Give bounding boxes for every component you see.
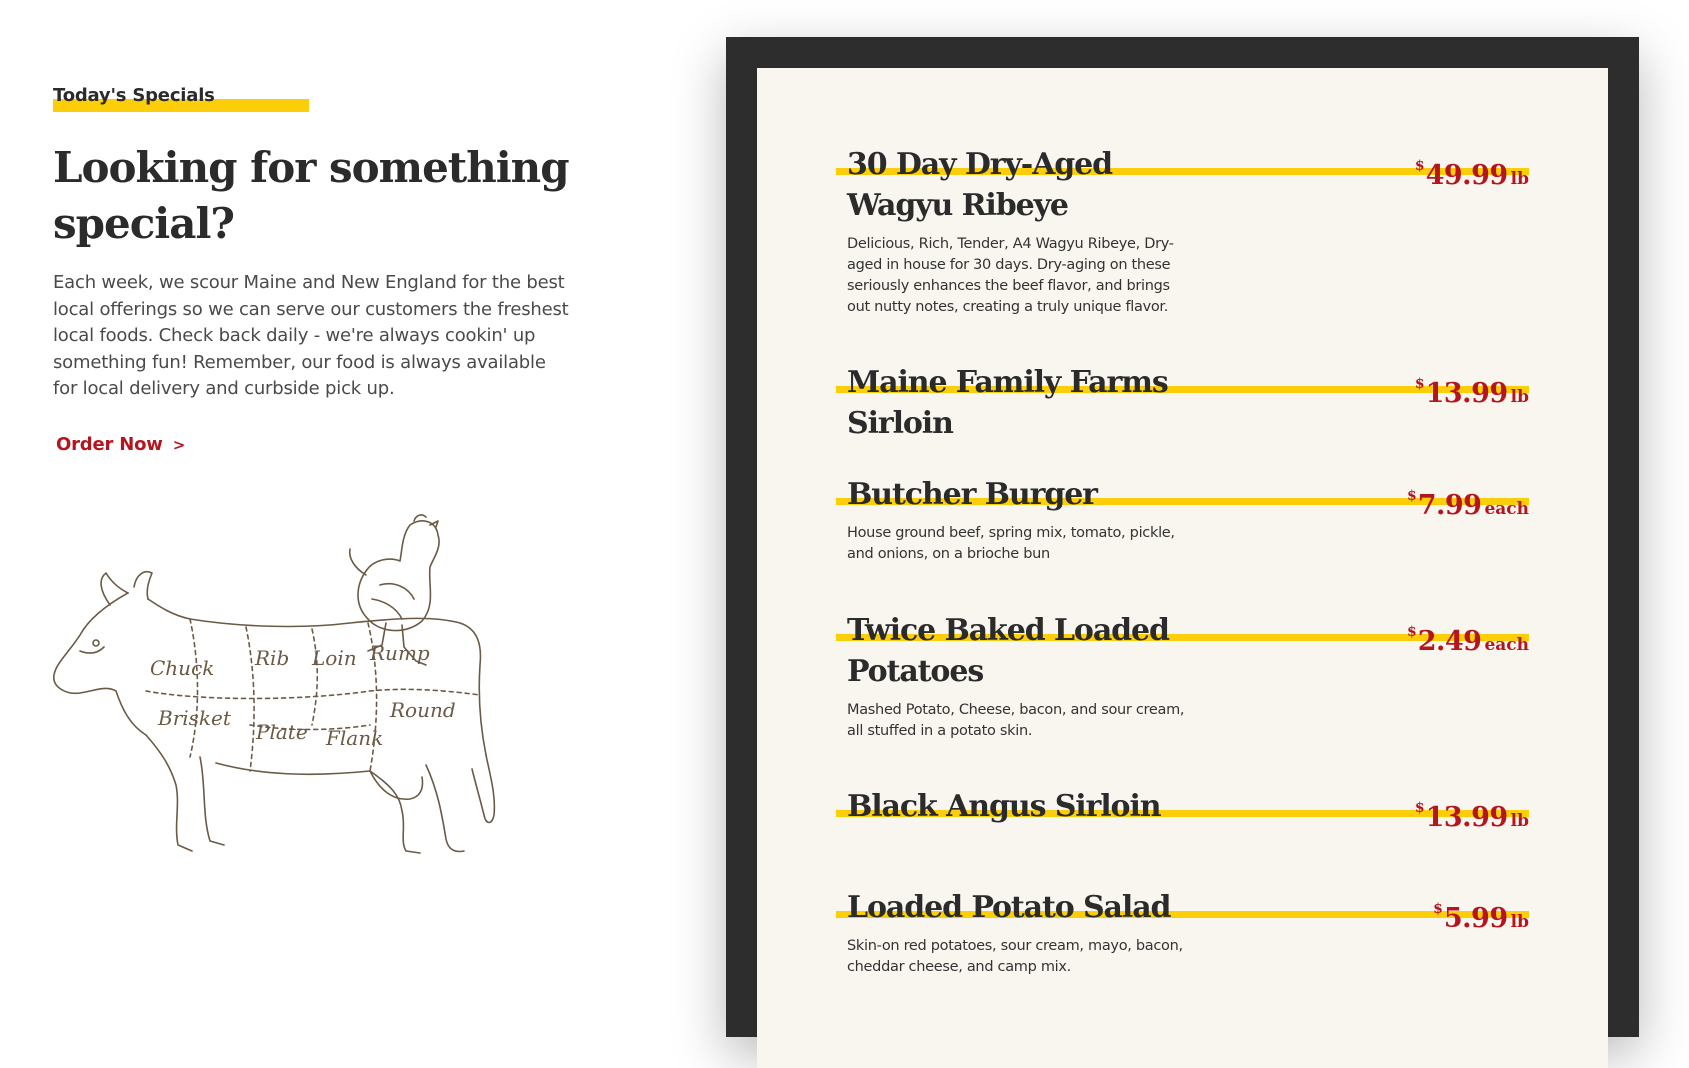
- cut-labels: [150, 641, 456, 750]
- menu-item: [847, 786, 1529, 833]
- chevron-right-icon: >: [172, 436, 186, 454]
- cut-label-plate: Plate: [256, 720, 308, 744]
- price-unit: lb: [1510, 387, 1529, 407]
- cut-label-flank: Flank: [326, 726, 384, 750]
- cut-label-rib: Rib: [255, 646, 290, 670]
- menu-item-price: [1415, 802, 1529, 833]
- page-headline: Looking for something special?: [53, 143, 569, 248]
- cow-chicken-illustration: [50, 495, 530, 915]
- menu-item: [847, 362, 1529, 444]
- price-amount: 13.99: [1425, 802, 1508, 833]
- cut-label-loin: Loin: [312, 646, 357, 670]
- price-unit: lb: [1510, 169, 1529, 189]
- intro-paragraph: Each week, we scour Maine and New England for the best local offerings so we can serve our customers the freshest local foods. Check back daily - we're always cookin' up something fun! Remember, our food is always available for local delivery and curbside pick up.: [53, 272, 569, 399]
- price-unit: each: [1484, 499, 1529, 519]
- menu-item-name: Black Angus Sirloin: [847, 789, 1161, 824]
- eyebrow-label: Today's Specials: [53, 85, 215, 106]
- price-amount: 7.99: [1417, 490, 1482, 521]
- price-amount: 2.49: [1417, 626, 1482, 657]
- menu-item-name: Loaded Potato Salad: [847, 890, 1171, 925]
- menu-board: [726, 37, 1639, 1037]
- menu-item: [847, 144, 1529, 318]
- currency-symbol: $: [1433, 901, 1443, 917]
- menu-item-description: Mashed Potato, Cheese, bacon, and sour cream, all stuffed in a potato skin.: [847, 702, 1185, 739]
- menu-item: [847, 610, 1529, 742]
- currency-symbol: $: [1414, 158, 1425, 174]
- menu-item-name: Twice Baked Loaded Potatoes: [847, 613, 1169, 689]
- cut-lines: [146, 619, 480, 771]
- menu-item-price: [1433, 903, 1529, 934]
- menu-item: [847, 887, 1529, 978]
- menu-item-description: House ground beef, spring mix, tomato, pickle, and onions, on a brioche bun: [847, 525, 1175, 562]
- cut-label-round: Round: [390, 698, 456, 722]
- menu-item-price: [1415, 378, 1529, 409]
- price-amount: 5.99: [1443, 903, 1508, 934]
- menu-item-description: Skin-on red potatoes, sour cream, mayo, bacon, cheddar cheese, and camp mix.: [847, 938, 1183, 975]
- order-now-link[interactable]: [56, 434, 185, 455]
- price-amount: 49.99: [1425, 160, 1508, 191]
- menu-item-description: Delicious, Rich, Tender, A4 Wagyu Ribeye, Dry-aged in house for 30 days. Dry-aging on these seriously enhances the beef flavor, and brings out nutty notes, creating a truly unique flavor.: [847, 236, 1174, 315]
- cut-label-rump: Rump: [370, 641, 430, 665]
- price-unit: each: [1484, 635, 1529, 655]
- price-unit: lb: [1510, 811, 1529, 831]
- menu-item-name: Butcher Burger: [847, 477, 1097, 512]
- price-amount: 13.99: [1425, 378, 1508, 409]
- currency-symbol: $: [1406, 624, 1417, 640]
- menu-item-price: [1407, 626, 1529, 657]
- currency-symbol: $: [1406, 488, 1417, 504]
- menu-item-price: [1407, 490, 1529, 521]
- price-unit: lb: [1510, 912, 1529, 932]
- cut-label-brisket: Brisket: [158, 706, 231, 730]
- currency-symbol: $: [1414, 376, 1425, 392]
- cut-label-chuck: Chuck: [150, 656, 215, 680]
- menu-item: [847, 474, 1529, 565]
- currency-symbol: $: [1414, 800, 1425, 816]
- menu-item-name: 30 Day Dry-Aged Wagyu Ribeye: [847, 147, 1113, 223]
- menu-item-price: [1415, 160, 1529, 191]
- menu-card: [757, 68, 1608, 1068]
- order-now-label: Order Now: [56, 434, 163, 455]
- menu-item-name: Maine Family Farms Sirloin: [847, 365, 1168, 441]
